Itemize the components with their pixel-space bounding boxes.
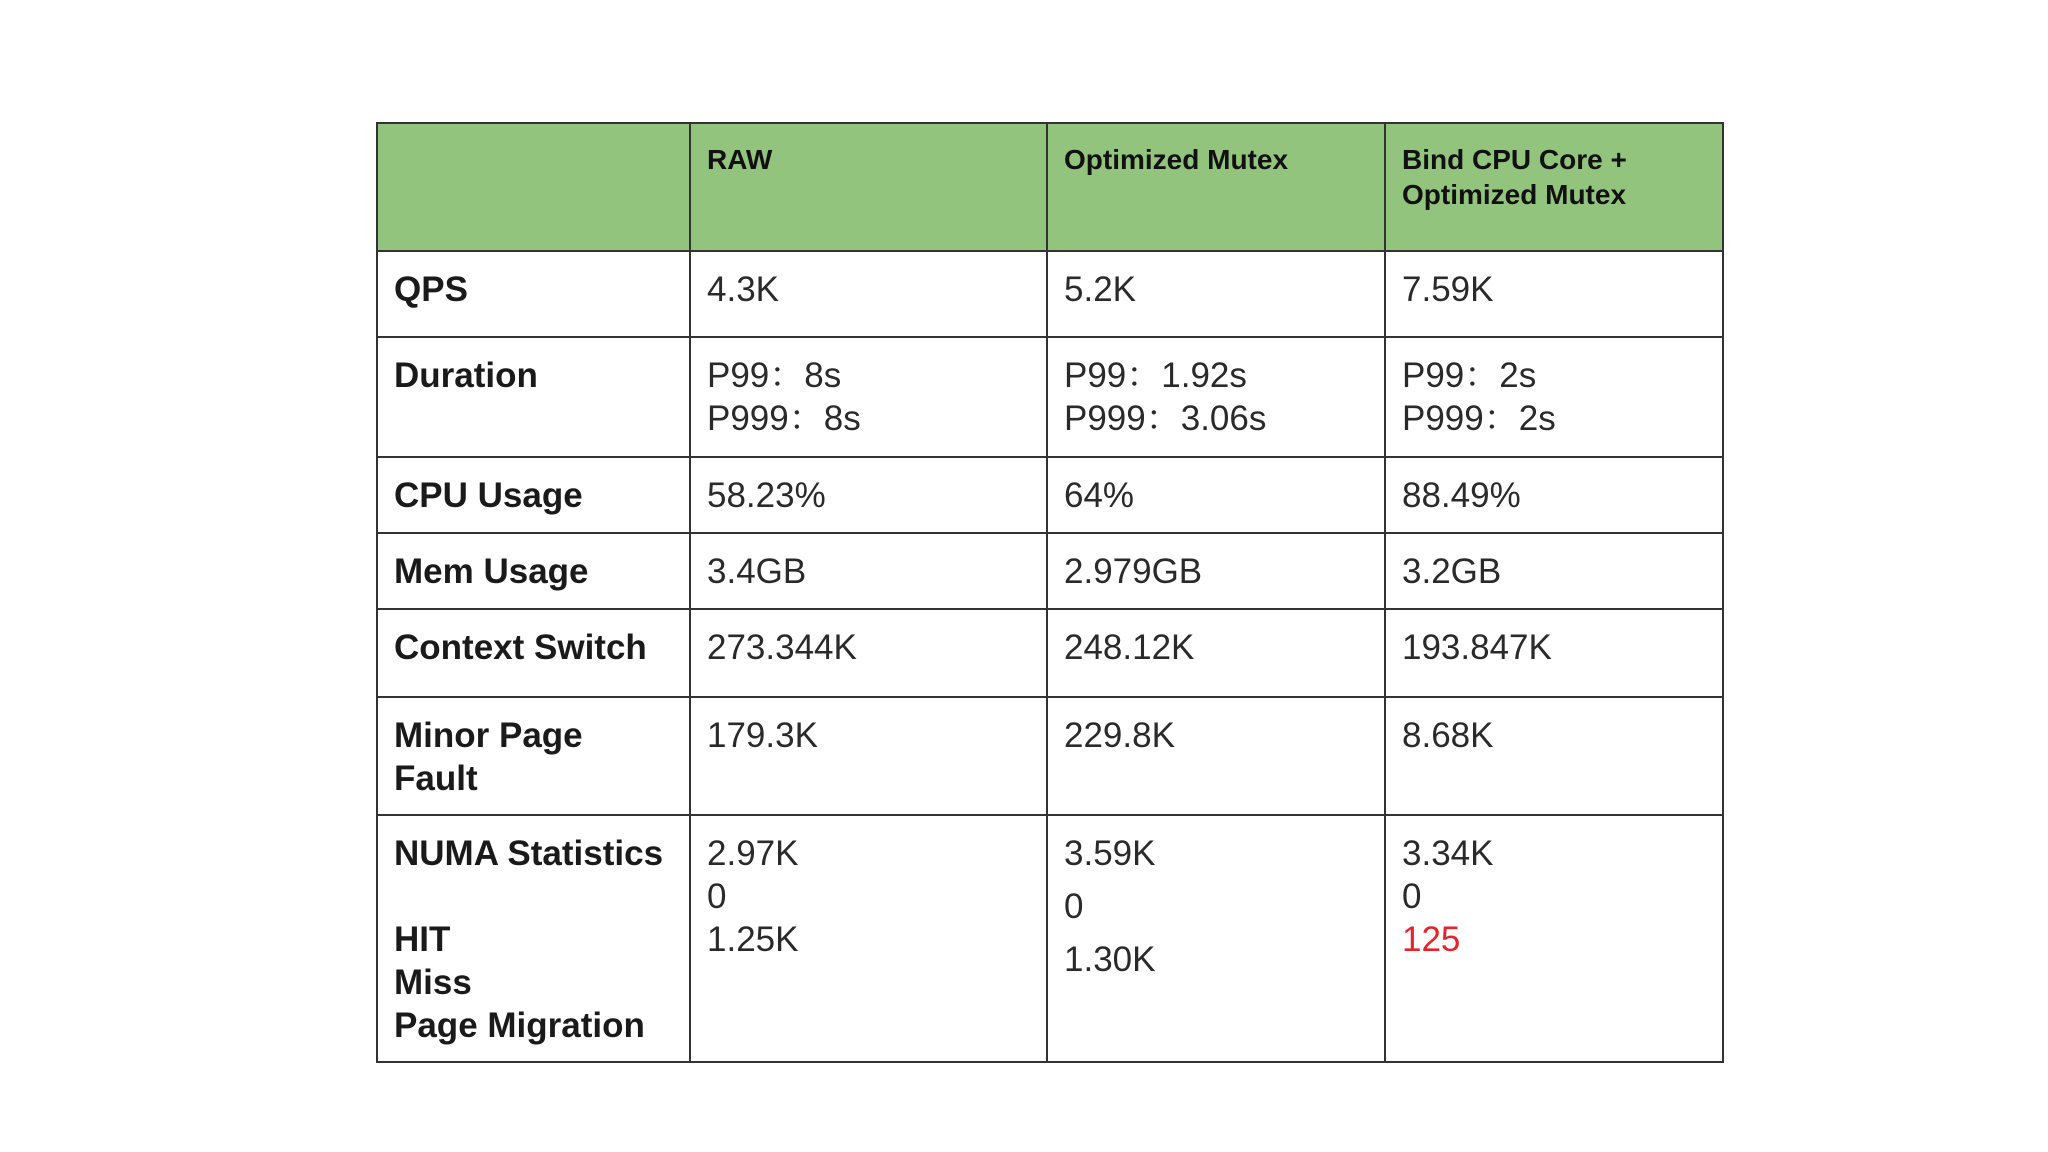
duration-mutex-p99: P99：1.92s: [1064, 356, 1247, 395]
numa-label-spacer: [394, 875, 673, 918]
table-row-minor-page-fault: [377, 697, 1723, 815]
comparison-table: [376, 122, 1724, 1063]
cell-ctx-mutex: 248.12K: [1047, 609, 1385, 697]
duration-bind-p999: P999：2s: [1402, 399, 1556, 438]
numa-mutex-migration: 1.30K: [1064, 940, 1156, 979]
cell-cpu-raw: 58.23%: [690, 457, 1047, 533]
header-bind-line1: Bind CPU Core +: [1402, 144, 1627, 175]
header-raw: RAW: [690, 123, 1047, 251]
row-label-numa-statistics: [377, 815, 690, 1062]
cell-mpf-mutex: 229.8K: [1047, 697, 1385, 815]
header-optimized-mutex: Optimized Mutex: [1047, 123, 1385, 251]
cell-ctx-bind: 193.847K: [1385, 609, 1723, 697]
numa-bind-hit: 3.34K: [1402, 834, 1494, 873]
duration-raw-p999: P999：8s: [707, 399, 861, 438]
duration-mutex-p999: P999：3.06s: [1064, 399, 1267, 438]
cell-cpu-bind-highlight: 88.49%: [1385, 457, 1723, 533]
cell-duration-mutex: [1047, 337, 1385, 457]
cell-mem-bind: 3.2GB: [1385, 533, 1723, 609]
cell-mem-raw: 3.4GB: [690, 533, 1047, 609]
numa-raw-miss: 0: [707, 877, 727, 916]
cell-qps-bind: 7.59K: [1385, 251, 1723, 337]
cell-numa-bind: [1385, 815, 1723, 1062]
cell-mpf-raw: 179.3K: [690, 697, 1047, 815]
numa-sub-page-migration: Page Migration: [394, 1006, 645, 1045]
row-label-cpu-usage: CPU Usage: [377, 457, 690, 533]
numa-label: NUMA Statistics: [394, 834, 664, 873]
cell-qps-mutex: 5.2K: [1047, 251, 1385, 337]
numa-bind-migration-highlight: 125: [1402, 920, 1461, 959]
cell-qps-raw: 4.3K: [690, 251, 1047, 337]
numa-raw-migration: 1.25K: [707, 920, 799, 959]
cell-numa-raw: [690, 815, 1047, 1062]
duration-raw-p99: P99：8s: [707, 356, 842, 395]
cell-numa-mutex: [1047, 815, 1385, 1062]
header-bind-cpu-core: [1385, 123, 1723, 251]
cell-ctx-raw: 273.344K: [690, 609, 1047, 697]
row-label-context-switch: Context Switch: [377, 609, 690, 697]
row-label-qps: QPS: [377, 251, 690, 337]
table-row-context-switch: [377, 609, 1723, 697]
cell-cpu-mutex: 64%: [1047, 457, 1385, 533]
header-bind-line2: Optimized Mutex: [1402, 179, 1627, 210]
numa-mutex-miss: 0: [1064, 887, 1084, 926]
cell-duration-bind: [1385, 337, 1723, 457]
row-label-minor-page-fault: Minor Page Fault: [377, 697, 690, 815]
table-row-cpu-usage: [377, 457, 1723, 533]
header-corner-cell: [377, 123, 690, 251]
row-label-duration: Duration: [377, 337, 690, 457]
cell-mem-mutex: 2.979GB: [1047, 533, 1385, 609]
row-label-mem-usage: Mem Usage: [377, 533, 690, 609]
numa-raw-hit: 2.97K: [707, 834, 799, 873]
numa-sub-hit: HIT: [394, 920, 451, 959]
cell-duration-raw: [690, 337, 1047, 457]
table-row-numa-statistics: [377, 815, 1723, 1062]
numa-sub-miss: Miss: [394, 963, 472, 1002]
numa-mutex-hit: 3.59K: [1064, 834, 1156, 873]
header-row: [377, 123, 1723, 251]
cell-mpf-bind-highlight: 8.68K: [1385, 697, 1723, 815]
table-row-qps: [377, 251, 1723, 337]
duration-bind-p99: P99：2s: [1402, 356, 1537, 395]
table-row-mem-usage: [377, 533, 1723, 609]
numa-bind-miss: 0: [1402, 877, 1422, 916]
table-row-duration: [377, 337, 1723, 457]
